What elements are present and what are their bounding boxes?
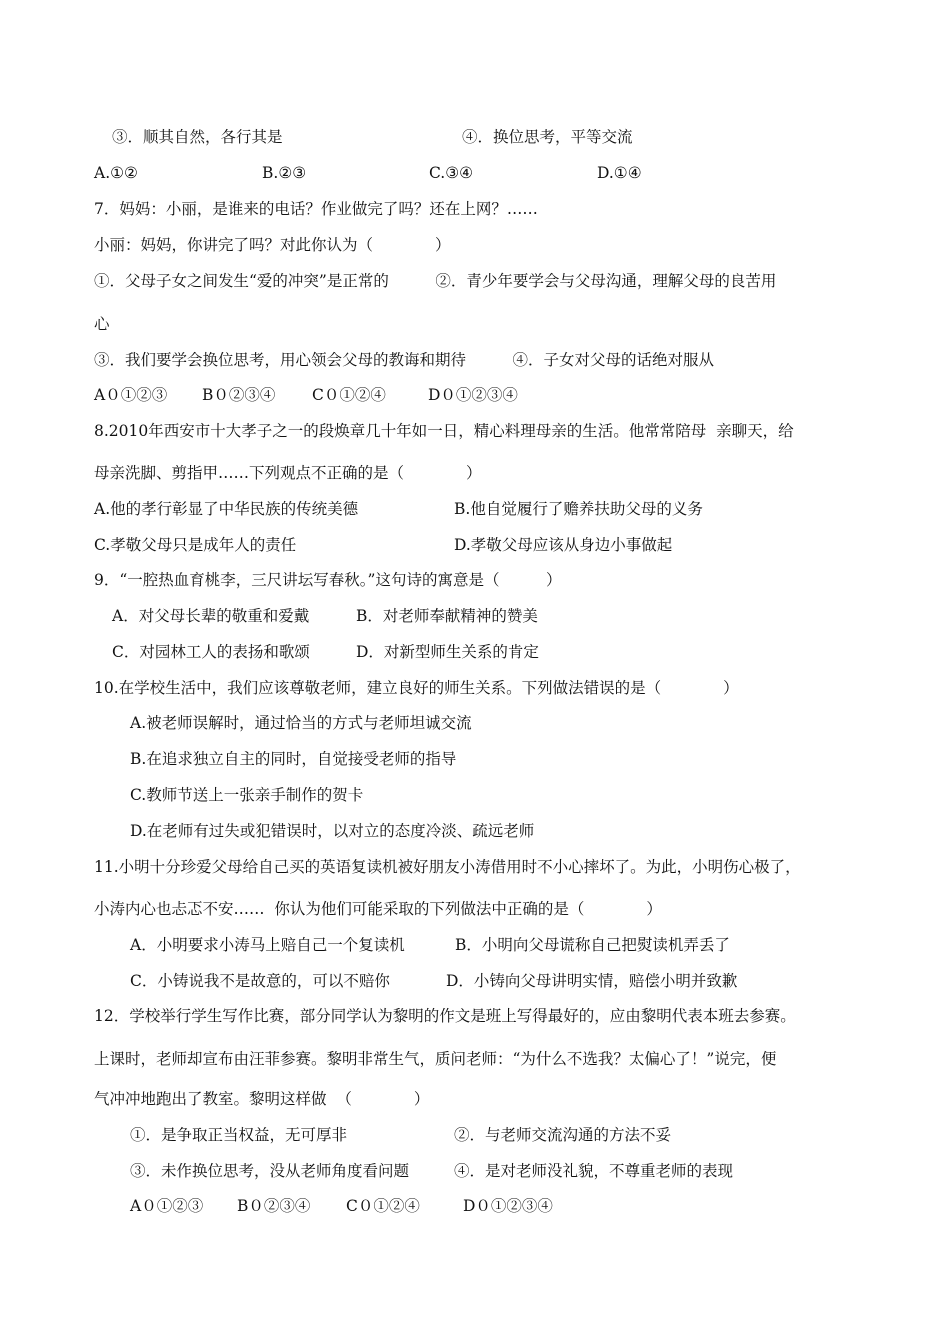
- q9-option-c: C．对园林工人的表扬和歌颂: [112, 643, 310, 661]
- q8-option-a: A.他的孝行彰显了中华民族的传统美德: [94, 500, 359, 518]
- q8-option-d: D.孝敬父母应该从身边小事做起: [454, 536, 673, 554]
- q11-option-a: A．小明要求小涛马上赔自己一个复读机: [130, 936, 405, 954]
- q11-option-b: B．小明向父母谎称自己把熨读机弄丢了: [455, 936, 730, 954]
- q10-option-b: B.在追求独立自主的同时，自觉接受老师的指导: [130, 750, 457, 768]
- q7-options-line2: ③．我们要学会换位思考，用心领会父母的教诲和期待 ④．子女对父母的话绝对服从: [94, 351, 715, 369]
- q12-stem-line1: 12．学校举行学生写作比赛，部分同学认为黎明的作文是班上写得最好的，应由黎明代表本班去参赛。: [94, 1007, 796, 1025]
- q7-options-line1-cont: 心: [94, 315, 110, 333]
- q7-answer-b: B０②③④: [202, 386, 276, 404]
- q12-answer-b: B０②③④: [237, 1197, 311, 1215]
- q12-option-3: ③．未作换位思考，没从老师角度看问题: [130, 1162, 410, 1180]
- q9-option-a: A．对父母长辈的敬重和爱戴: [112, 607, 310, 625]
- q12-option-2: ②．与老师交流沟通的方法不妥: [454, 1126, 672, 1144]
- q10-option-c: C.教师节送上一张亲手制作的贺卡: [130, 786, 364, 804]
- q8-stem-line2: 母亲洗脚、剪指甲……下列观点不正确的是（ ）: [94, 464, 482, 482]
- q7-answer-a: A０①②③: [94, 386, 168, 404]
- q7-stem-line2: 小丽：妈妈，你讲完了吗？对此你认为（ ）: [94, 236, 451, 254]
- q8-option-c: C.孝敬父母只是成年人的责任: [94, 536, 297, 554]
- q7-answer-d: D０①②③④: [428, 386, 518, 404]
- q6-option-4: ④．换位思考，平等交流: [462, 128, 633, 146]
- q7-stem-line1: 7．妈妈：小丽，是谁来的电话？作业做完了吗？还在上网？……: [94, 200, 538, 218]
- q12-stem-line3: 气冲冲地跑出了教室。黎明这样做 （ ）: [94, 1090, 430, 1108]
- q6-answer-c: C.③④: [429, 164, 474, 182]
- q11-stem-line1: 11.小明十分珍爱父母给自己买的英语复读机被好朋友小涛借用时不小心摔坏了。为此，小明伤心极了，: [94, 858, 801, 876]
- q6-answer-a: A.①②: [94, 164, 138, 182]
- q8-option-b: B.他自觉履行了赡养扶助父母的义务: [454, 500, 703, 518]
- q6-answer-b: B.②③: [262, 164, 307, 182]
- q7-answer-c: C０①②④: [312, 386, 386, 404]
- q10-stem: 10.在学校生活中，我们应该尊敬老师，建立良好的师生关系。下列做法错误的是（ ）: [94, 679, 739, 697]
- q6-answer-d: D.①④: [597, 164, 642, 182]
- q12-option-1: ①．是争取正当权益，无可厚非: [130, 1126, 348, 1144]
- q7-options-line1: ①．父母子女之间发生“爱的冲突”是正常的 ②．青少年要学会与父母沟通，理解父母的良苦用: [94, 272, 777, 290]
- q9-option-d: D．对新型师生关系的肯定: [356, 643, 539, 661]
- q12-stem-line2: 上课时，老师却宣布由汪菲参赛。黎明非常生气，质问老师：“为什么不选我？太偏心了！”说完，便: [94, 1050, 777, 1068]
- q12-answer-d: D０①②③④: [463, 1197, 553, 1215]
- q12-answer-a: A０①②③: [130, 1197, 204, 1215]
- q6-option-3: ③．顺其自然，各行其是: [112, 128, 283, 146]
- q10-option-a: A.被老师误解时，通过恰当的方式与老师坦诚交流: [130, 714, 472, 732]
- q9-option-b: B．对老师奉献精神的赞美: [356, 607, 538, 625]
- q11-stem-line2: 小涛内心也忐忑不安…… 你认为他们可能采取的下列做法中正确的是（ ）: [94, 900, 662, 918]
- q10-option-d: D.在老师有过失或犯错误时，以对立的态度冷淡、疏远老师: [130, 822, 535, 840]
- q11-option-c: C．小铸说我不是故意的，可以不赔你: [130, 972, 390, 990]
- q8-stem-line1: 8.2010年西安市十大孝子之一的段焕章几十年如一日，精心料理母亲的生活。他常常陪母 亲聊天，给: [94, 422, 794, 440]
- q12-option-4: ④．是对老师没礼貌，不尊重老师的表现: [454, 1162, 734, 1180]
- q11-option-d: D．小铸向父母讲明实情，赔偿小明并致歉: [446, 972, 738, 990]
- q9-stem: 9．“一腔热血育桃李，三尺讲坛写春秋。”这句诗的寓意是（ ）: [94, 571, 562, 589]
- q12-answer-c: C０①②④: [346, 1197, 420, 1215]
